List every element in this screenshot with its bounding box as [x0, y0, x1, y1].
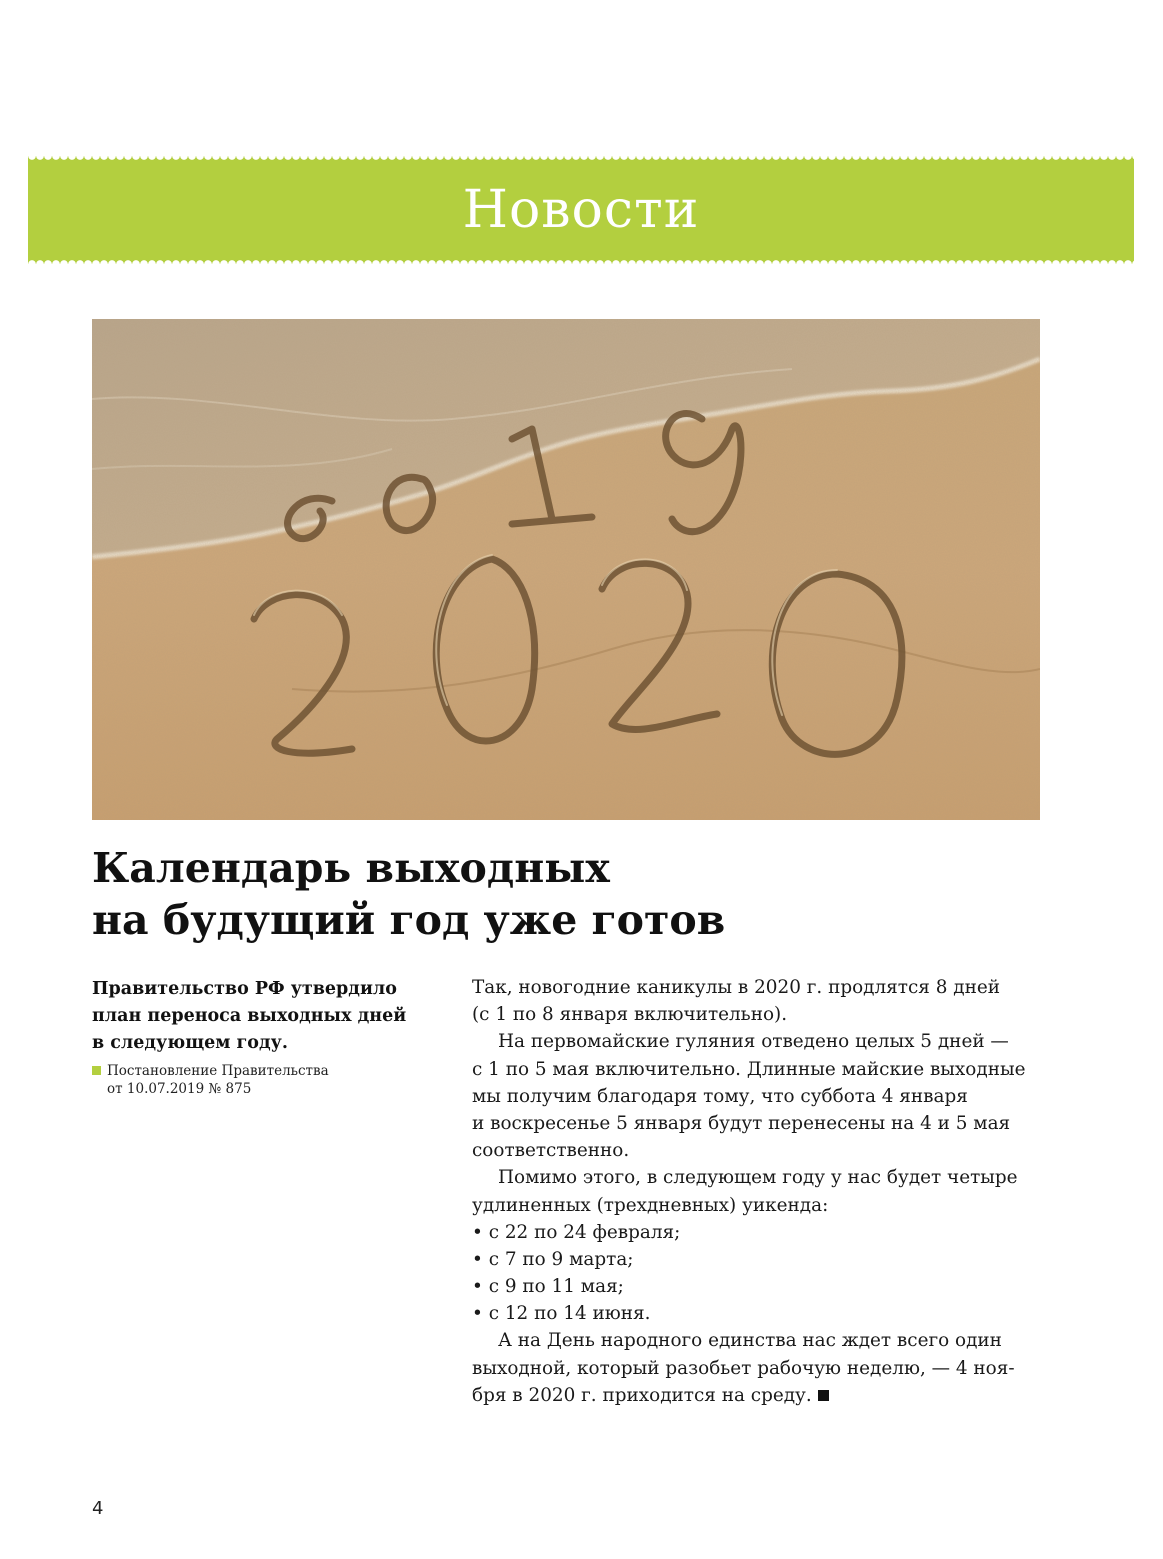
source-reference [92, 1062, 412, 1098]
lead-line: план переноса выходных дней [92, 1006, 407, 1026]
headline-line: на будущий год уже готов [92, 896, 726, 944]
end-of-article-icon [818, 1390, 829, 1401]
article-lead [92, 976, 432, 1057]
headline-line: Календарь выходных [92, 844, 610, 892]
body-line: (с 1 по 8 января включительно). [472, 1004, 788, 1026]
article-headline [92, 842, 1052, 946]
lead-line: в следующем году. [92, 1033, 288, 1053]
article-photo [92, 319, 1040, 820]
body-line-text: бря в 2020 г. приходится на среду. [472, 1384, 812, 1406]
source-line: Постановление Правительства [107, 1063, 329, 1079]
list-item: • с 9 по 11 мая; [472, 1276, 624, 1298]
body-line: выходной, который разобьет рабочую неделю, — 4 ноя- [472, 1357, 1015, 1379]
body-line: Помимо этого, в следующем году у нас будет четыре [498, 1167, 1018, 1189]
body-line: На первомайские гуляния отведено целых 5 дней — [498, 1031, 1009, 1053]
body-line: соответственно. [472, 1140, 630, 1162]
body-line: Так, новогодние каникулы в 2020 г. продлятся 8 дней [472, 977, 1000, 998]
source-line: от 10.07.2019 № 875 [107, 1081, 252, 1097]
body-line-last [472, 1382, 1062, 1409]
page-number: 4 [92, 1498, 104, 1519]
body-line: мы получим благодаря тому, что суббота 4 января [472, 1085, 968, 1107]
list-item: • с 12 по 14 июня. [472, 1303, 651, 1325]
sand-photo-illustration [92, 319, 1040, 820]
list-item: • с 7 по 9 марта; [472, 1248, 634, 1270]
section-title: Новости [462, 180, 700, 240]
body-line: с 1 по 5 мая включительно. Длинные майские выходные [472, 1058, 1026, 1080]
body-line: удлиненных (трехдневных) уикенда: [472, 1194, 829, 1216]
list-item: • с 22 по 24 февраля; [472, 1221, 681, 1243]
body-line: и воскресенье 5 января будут перенесены на 4 и 5 мая [472, 1112, 1011, 1134]
article-body [472, 974, 1062, 1409]
lead-line: Правительство РФ утвердило [92, 979, 397, 999]
green-square-icon [92, 1066, 101, 1075]
body-line: А на День народного единства нас ждет всего один [498, 1330, 1002, 1352]
